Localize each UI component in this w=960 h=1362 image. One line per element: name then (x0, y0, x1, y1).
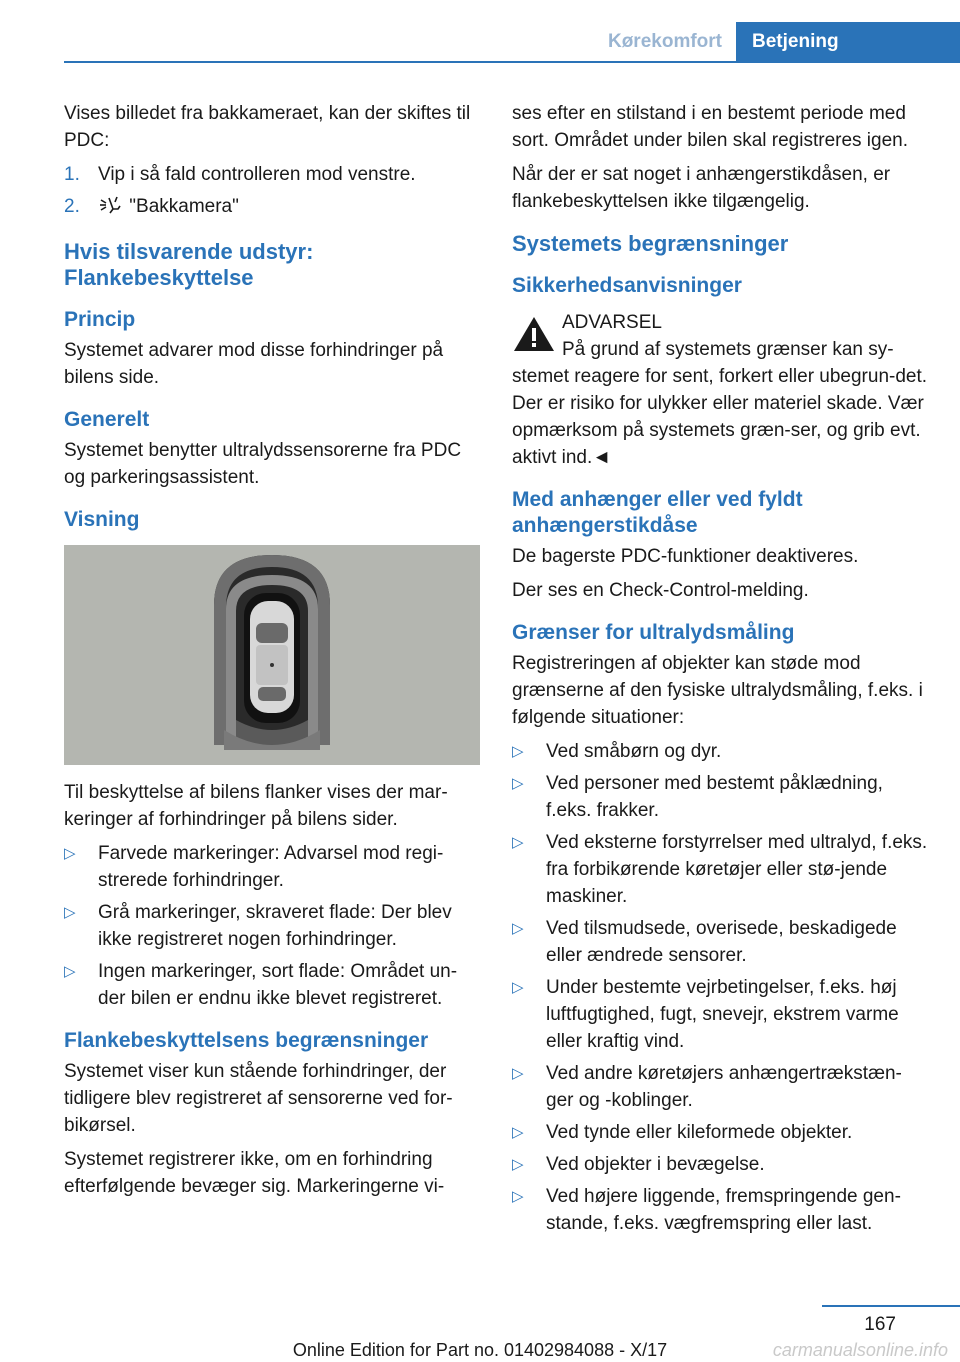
left-column (64, 100, 480, 1207)
list-item: ▷ Farvede markeringer: Advarsel mod regi-strerede forhindringer. (64, 840, 480, 894)
footer-rule (822, 1305, 960, 1307)
triangle-bullet-icon: ▷ (64, 845, 76, 862)
warning-label: ADVARSEL (562, 312, 662, 333)
step-number: 1. (64, 164, 80, 185)
page-header (0, 0, 960, 62)
list-item: ▷ Ved eksterne forstyrrelser med ultralyd, f.eks. fra forbikørende køretøjer eller stø-jende maskiner. (512, 829, 928, 910)
heading-visning: Visning (64, 508, 140, 531)
section-tab-betjening: Betjening (736, 22, 960, 62)
watermark: carmanualsonline.info (772, 1340, 948, 1360)
trailer-text-1: De bagerste PDC-funktioner deaktiveres. (512, 546, 859, 567)
header-rule (64, 61, 960, 63)
intro-text: Vises billedet fra bakkameraet, kan der skiftes til PDC: (64, 103, 471, 151)
triangle-bullet-icon: ▷ (512, 743, 524, 760)
warning-text-first: På grund af systemets grænser kan sy- (562, 339, 894, 360)
step-item (64, 161, 480, 188)
list-item: ▷ Grå markeringer, skraveret flade: Der blev ikke registreret nogen forhindringer. (64, 899, 480, 953)
triangle-bullet-icon: ▷ (512, 834, 524, 851)
princip-text: Systemet advarer mod disse forhindringer på bilens side. (64, 340, 444, 388)
list-item: ▷ Ingen markeringer, sort flade: Området un-der bilen er endnu ikke blevet registreret. (64, 958, 480, 1012)
trailer-socket-paragraph: Når der er sat noget i anhængerstikdåsen, er flankebeskyttelsen ikke tilgængelig. (512, 164, 891, 212)
limits-paragraph-2: Systemet registrerer ikke, om en forhindring efterfølgende bevæger sig. Markeringerne vi- (64, 1149, 445, 1197)
heading-safety: Sikkerhedsanvisninger (512, 274, 742, 297)
heading-trailer: Med anhænger eller ved fyldt anhængerstikdåse (512, 488, 803, 537)
heading-generelt: Generelt (64, 408, 150, 431)
situations-list (512, 738, 928, 1237)
list-item: ▷ Ved tynde eller kileformede objekter. (512, 1119, 928, 1146)
triangle-bullet-icon: ▷ (64, 963, 76, 980)
heading-system-limits: Systemets begrænsninger (512, 231, 789, 256)
trailer-text-2: Der ses en Check-Control-melding. (512, 580, 809, 601)
step-number: 2. (64, 196, 80, 217)
heading-flankebeskyttelse: Hvis tilsvarende udstyr: Flankebeskyttelse (64, 239, 314, 290)
triangle-bullet-icon: ▷ (512, 1188, 524, 1205)
figure-caption: Til beskyttelse af bilens flanker vises der mar-keringer af forhindringer på bilens sider. (64, 782, 448, 830)
continued-paragraph: ses efter en stilstand i en bestemt periode med sort. Området under bilen skal registreres igen. (512, 103, 909, 151)
list-item: ▷ Ved tilsmudsede, overisede, beskadigede eller ændrede sensorer. (512, 915, 928, 969)
list-item: ▷ Ved andre køretøjers anhængertrækstæn-ger og -koblinger. (512, 1060, 928, 1114)
step-text: Vip i så fald controlleren mod venstre. (98, 164, 416, 185)
warning-block (512, 309, 928, 471)
limits-paragraph-1: Systemet viser kun stående forhindringer, der tidligere blev registreret af sensorerne ved for-bikørsel. (64, 1061, 453, 1136)
steps-list (64, 161, 480, 223)
edition-text: Online Edition for Part no. 01402984088 - X/17 (292, 1340, 668, 1360)
heading-princip: Princip (64, 308, 136, 331)
list-item: ▷ Under bestemte vejrbetingelser, f.eks. høj luftfugtighed, fugt, snevejr, ekstrem varme eller kraftig vind. (512, 974, 928, 1055)
list-item: ▷ Ved personer med bestemt påklædning, f.eks. frakker. (512, 770, 928, 824)
triangle-bullet-icon: ▷ (512, 1065, 524, 1082)
page-number: 167 (864, 1314, 896, 1335)
triangle-bullet-icon: ▷ (512, 775, 524, 792)
triangle-bullet-icon: ▷ (512, 979, 524, 996)
ultrasound-text: Registreringen af objekter kan støde mod grænserne af den fysiske ultralydsmåling, f.eks. i følgende situationer: (512, 653, 923, 728)
section-tab-korekomfort: Kørekomfort (607, 31, 722, 52)
heading-ultrasound-limits: Grænser for ultralydsmåling (512, 621, 795, 644)
heading-flank-limits: Flankebeskyttelsens begrænsninger (64, 1029, 429, 1052)
triangle-bullet-icon: ▷ (512, 1124, 524, 1141)
right-column (512, 100, 928, 1242)
list-item: ▷ Ved objekter i bevægelse. (512, 1151, 928, 1178)
list-item: ▷ Ved højere liggende, fremspringende gen-stande, f.eks. vægfremspring eller last. (512, 1183, 928, 1237)
generelt-text: Systemet benytter ultralydssensorerne fra PDC og parkeringsassistent. (64, 440, 462, 488)
triangle-bullet-icon: ▷ (512, 920, 524, 937)
camera-icon (98, 195, 124, 223)
triangle-bullet-icon: ▷ (64, 904, 76, 921)
warning-triangle-icon (512, 315, 556, 353)
marking-list (64, 840, 480, 1012)
triangle-bullet-icon: ▷ (512, 1156, 524, 1173)
flank-protection-figure (64, 545, 480, 765)
warning-text-rest: stemet reagere for sent, forkert eller ubegrun-det. Der er risiko for ulykker eller materiel skade. Vær opmærksom på systemets græn-ser, og grib evt. aktivt ind.◄ (512, 366, 928, 468)
car-topview-illustration (64, 545, 480, 765)
step-item (64, 193, 480, 223)
step-text: "Bakkamera" (129, 196, 239, 217)
list-item: ▷ Ved småbørn og dyr. (512, 738, 928, 765)
